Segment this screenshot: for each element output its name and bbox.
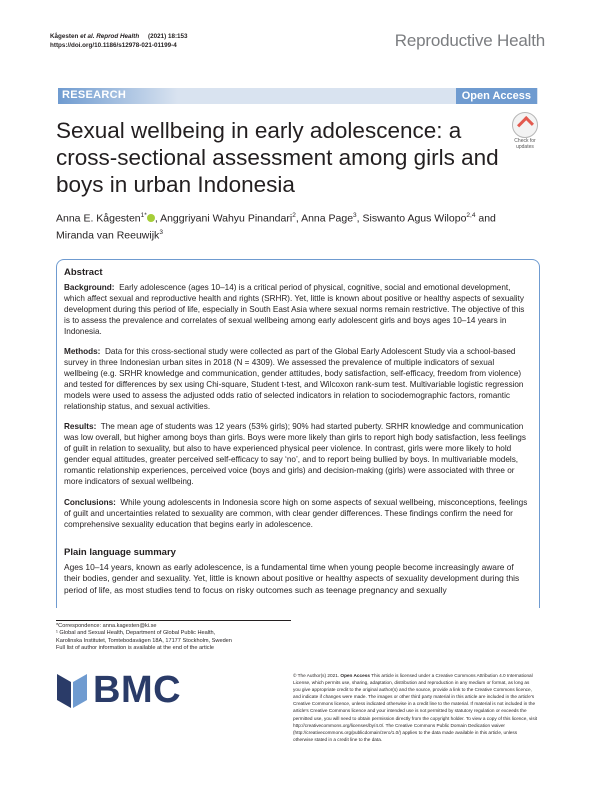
author-name[interactable]: Anna Page bbox=[301, 212, 354, 225]
section-label: Background: bbox=[64, 283, 115, 292]
journal-name: Reproductive Health bbox=[394, 31, 545, 50]
author-affiliation: 2 bbox=[292, 212, 296, 219]
affiliation-line: ¹ Global and Sexual Health, Department of Global Public Health, bbox=[56, 630, 216, 637]
citation-year: (2021) 18:153 bbox=[148, 33, 188, 40]
author-name[interactable]: Siswanto Agus Wilopo bbox=[362, 212, 467, 225]
section-label: RESEARCH bbox=[62, 89, 127, 101]
copyright-lead: © The Author(s) 2021. bbox=[293, 673, 340, 678]
footnote-rule bbox=[56, 620, 291, 621]
author-affiliation: 1* bbox=[140, 212, 147, 219]
section-label: Results: bbox=[64, 422, 97, 431]
plain-language-heading: Plain language summary bbox=[64, 547, 176, 558]
section-label: Conclusions: bbox=[64, 498, 116, 507]
check-updates-icon bbox=[512, 112, 538, 138]
section-label: Methods: bbox=[64, 347, 101, 356]
author-name[interactable]: Anna E. Kågesten bbox=[56, 212, 141, 225]
license-text bbox=[293, 672, 538, 743]
author-affiliation: 2,4 bbox=[466, 212, 476, 219]
citation-journal: et al. Reprod Health bbox=[80, 33, 140, 40]
author-affiliation: 3 bbox=[159, 228, 163, 236]
affiliation-line: Karolinska Institutet, Tomtebodavägen 18A, 17177 Stockholm, Sweden bbox=[56, 637, 232, 644]
orcid-icon[interactable] bbox=[147, 214, 155, 222]
author-name[interactable]: Anggriyani Wahyu Pinandari bbox=[160, 212, 293, 225]
section-text: Data for this cross-sectional study were collected as part of the Global Early Adolescent Study via a school-based survey in three Indonesian urban sites in 2018 (N = 4309). We assessed the prevalence of multiple indicators of sexual wellbeing (e.g. SRHR knowledge and communication, gender attitudes, body satisfaction, self-efficacy, freedom from violence) and tested for differences by sex using Chi-square, Student t-test, and Wilcoxon rank-sum test. Multivariable logistic regression models were used to assess the adjusted odds ratio of selected indicators in relation to sociodemographic factors, romantic relationship status, and sexual activities. bbox=[64, 347, 524, 412]
abstract-background bbox=[64, 282, 528, 337]
citation-author: Kågesten bbox=[50, 33, 79, 40]
abstract-methods bbox=[64, 346, 528, 413]
license-body: This article is licensed under a Creative Commons Attribution 4.0 International License, which permits use, sharing, adaptation, distribution and reproduction in any medium or format, as long as you give appropriate credit to the original author(s) and the source, provide a link to the Creative Commons licence, and indicate if changes were made. The images or other third party material in this article are included in the article's Creative Commons licence, unless indicated otherwise in a credit line to the material. If material is not included in the article's Creative Commons licence and your intended use is not permitted by statutory regulation or exceeds the permitted use, you will need to obtain permission directly from the copyright holder. To view a copy of this licence, visit http://creativecommons.org/licenses/by/4.0/. The Creative Commons Public Domain Dedication waiver (http://creativecommons.org/publicdomain/zero/1.0/) applies to the data made available in this article, unless otherwise stated in a credit line to the data. bbox=[293, 673, 538, 742]
correspondence[interactable]: *Correspondence: anna.kagesten@ki.se bbox=[56, 623, 157, 629]
abstract-heading: Abstract bbox=[64, 267, 103, 278]
author-info-note: Full list of author information is available at the end of the article bbox=[56, 645, 214, 652]
open-access-label: Open Access bbox=[340, 673, 370, 678]
author-affiliation: 3 bbox=[353, 212, 357, 219]
footnote bbox=[56, 623, 306, 653]
section-text: While young adolescents in Indonesia score high on some aspects of sexual wellbeing, misconceptions, feelings of guilt and uncertainties related to sexuality are common, with clear gender differences. These findings confirm the need for comprehensive sexuality education that begins early in adolescence. bbox=[64, 498, 528, 530]
section-text: Early adolescence (ages 10–14) is a critical period of physical, cognitive, social and emotional development, which affect sexual and reproductive health and rights (SRHR). Yet, little is known about positive or healthy aspects of sexuality development during this period of life, especially in South East Asia where sexual norms remain restrictive. The objective of this is to assess the prevalence and correlates of sexual wellbeing among early adolescent girls and boys ages 10–14 years in Indonesia. bbox=[64, 283, 525, 337]
check-for-updates-button[interactable] bbox=[510, 112, 540, 150]
doi-link[interactable]: https://doi.org/10.1186/s12978-021-01199-4 bbox=[50, 41, 177, 49]
running-header bbox=[50, 33, 188, 50]
open-access-badge: Open Access bbox=[456, 88, 537, 104]
abstract-conclusions bbox=[64, 497, 528, 530]
article-title: Sexual wellbeing in early adolescence: a cross-sectional assessment among girls and boys in urban Indonesia bbox=[56, 118, 499, 197]
author-list: Anna E. Kågesten$^{1*}$ , Anggriyani Wahyu Pinandari$^2$, Anna Page$^3$, Siswanto Agus Wilopo$^{2,4}$ and Miranda van Reeuwijk$^3$ bbox=[56, 212, 496, 241]
plain-language-text: Ages 10–14 years, known as early adolescence, is a fundamental time when young people become increasingly aware of their bodies, gender and sexuality. Yet, little is known about positive or healthy aspects of sexuality development during this period of life, as most studies tend to focus on risky outcomes such as teenage pregnancy and sexually bbox=[64, 562, 520, 595]
abstract-results bbox=[64, 421, 528, 488]
section-text: The mean age of students was 12 years (53% girls); 90% had started puberty. SRHR knowledge and communication was low overall, but higher among boys than girls. Boys were more likely than girls to report high body satisfaction, less feelings of guilt in relation to sexuality, but also to have experienced physical peer violence. In contrast, girls were more likely to hold gender equal attitudes, greater perceived self-efficacy to say ‘no’, and to report being bullied by boys. In multivariable models, romantic relationship experiences, perceived voice (boys and girls) and decision-making (girls) were associated with three or more indicators of sexual wellbeing. bbox=[64, 422, 526, 487]
bmc-logo-text: BMC bbox=[93, 669, 182, 711]
check-updates-label: Check for updates bbox=[514, 138, 536, 150]
bmc-logo-icon bbox=[57, 674, 87, 708]
author-name[interactable]: Miranda van Reeuwijk bbox=[56, 229, 160, 241]
